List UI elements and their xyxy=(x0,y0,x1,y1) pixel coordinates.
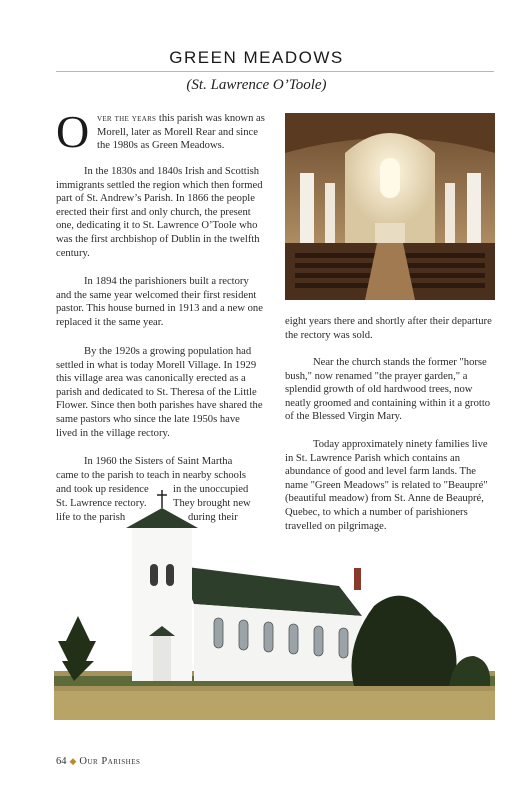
paragraph-text: In the 1830s and 1840s Irish and Scottish immigrants settled the region which then formed part of St. Andrew’s Parish. In 1866 the people erected their first and only church, the present one, dedicating it to St. Lawrence O’Toole who was the first archbishop of Dublin in the twelfth century. xyxy=(56,166,263,259)
p4-line: came to the parish to teach in nearby schools xyxy=(56,470,247,481)
paragraph-text: Today approximately ninety families live in St. Lawrence Parish which contains an abundance of good and level farm lands. The name "Green Meadows" is related to "Beaupré" (beautiful meadow) from St. Anne de Beaupré, Quebec, to which a number of parishioners travelled on pilgrimage. xyxy=(285,439,488,532)
p4-line: during their xyxy=(188,512,238,523)
p4-line: in the unoccupied xyxy=(173,484,249,495)
page-title: GREEN MEADOWS xyxy=(169,48,344,67)
p4-line: St. Lawrence rectory. xyxy=(56,498,147,509)
diamond-icon: ◆ xyxy=(69,756,77,766)
church-interior-photo xyxy=(285,113,495,300)
paragraph-1830s xyxy=(56,165,263,260)
paragraph-horse-bush xyxy=(285,356,495,424)
page-footer xyxy=(56,756,140,767)
paragraph-1920s xyxy=(56,345,263,440)
page-number: 64 xyxy=(56,756,67,767)
intro-rest: this parish was known as Morell, later as Morell Rear and since the 1980s as Green Meadows. xyxy=(97,113,265,152)
p4-line: life to the parish xyxy=(56,512,126,523)
paragraph-text: By the 1920s a growing population had settled in what is today Morell Village. In 1929 this village area was canonically erected as a parish and dedicated to St. Theresa of the Little Flower. Since then both parishes have shared the same pastors who since the late 1950s have lived in the village rectory. xyxy=(56,346,263,439)
paragraph-text: Near the church stands the former "horse bush," now renamed "the prayer garden," a splendid growth of old hardwood trees, now neatly groomed and containing within it a grotto of the Blessed Virgin Mary. xyxy=(285,357,491,423)
intro-paragraph xyxy=(97,112,265,153)
paragraph-eight-years xyxy=(285,315,495,342)
p4-line: and took up residence xyxy=(56,484,149,495)
p4-line: In 1960 the Sisters of Saint Martha xyxy=(84,456,233,467)
title-rule xyxy=(56,71,494,72)
drop-cap: O xyxy=(56,106,90,157)
paragraph-1894 xyxy=(56,275,263,329)
church-exterior-photo xyxy=(54,486,495,720)
page-subtitle: (St. Lawrence O’Toole) xyxy=(186,77,327,93)
paragraph-text: In 1894 the parishioners built a rectory and the same year welcomed their first resident pastor. This house burned in 1913 and a new one replaced it the same year. xyxy=(56,276,263,328)
section-name: Our Parishes xyxy=(79,756,141,767)
paragraph-text: eight years there and shortly after their departure the rectory was sold. xyxy=(285,316,492,341)
p4-line: They brought new xyxy=(173,498,251,509)
intro-smallcaps: ver the years xyxy=(97,113,157,124)
